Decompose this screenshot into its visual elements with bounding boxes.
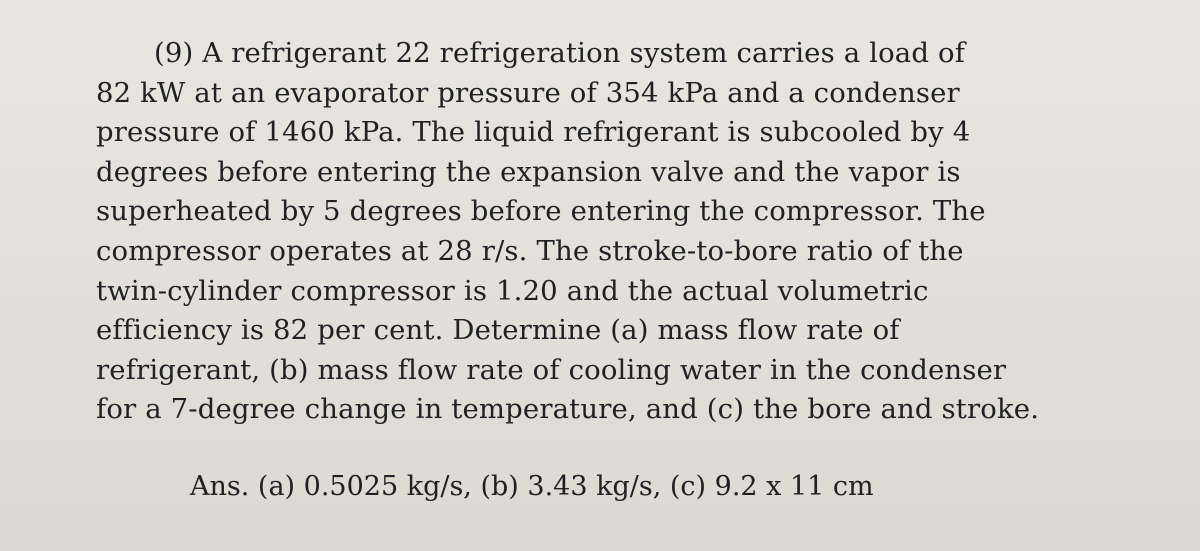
problem-line-8: efficiency is 82 per cent. Determine (a) mass flow rate of — [96, 314, 900, 347]
answer-line: Ans. (a) 0.5025 kg/s, (b) 3.43 kg/s, (c) 9.2 x 11 cm — [190, 471, 874, 502]
problem-line-6: compressor operates at 28 r/s. The stroke-to-bore ratio of the — [96, 234, 964, 267]
problem-statement — [96, 34, 1136, 430]
problem-line-2: 82 kW at an evaporator pressure of 354 kPa and a condenser — [96, 76, 960, 109]
problem-line-10: for a 7-degree change in temperature, and (c) the bore and stroke. — [96, 393, 1040, 426]
problem-line-9: refrigerant, (b) mass flow rate of cooling water in the condenser — [96, 353, 1007, 386]
problem-line-5: superheated by 5 degrees before entering the compressor. The — [96, 195, 986, 228]
problem-line-4: degrees before entering the expansion valve and the vapor is — [96, 155, 961, 188]
problem-line-1: (9) A refrigerant 22 refrigeration system carries a load of — [154, 37, 966, 69]
problem-line-3: pressure of 1460 kPa. The liquid refrigerant is subcooled by 4 — [96, 116, 971, 149]
problem-line-7: twin-cylinder compressor is 1.20 and the actual volumetric — [96, 274, 929, 307]
